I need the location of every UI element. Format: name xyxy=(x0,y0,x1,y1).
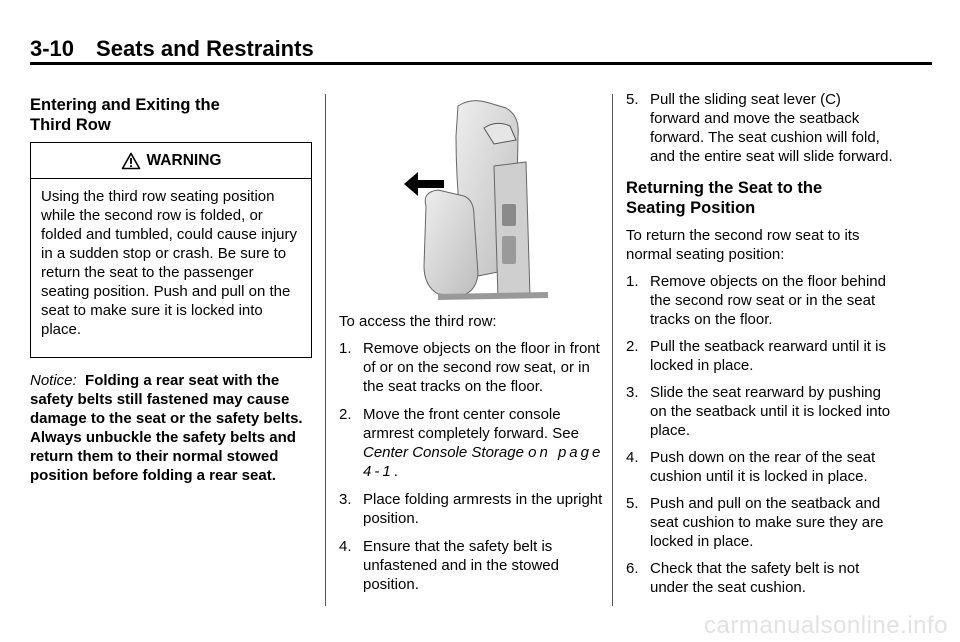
column-divider-1 xyxy=(325,94,326,606)
column-1-heading xyxy=(30,95,312,135)
heading-returning-line2: Seating Position xyxy=(626,199,756,217)
warning-header xyxy=(31,143,311,179)
cross-reference: Center Console Storage xyxy=(363,444,524,461)
notice-label: Notice: xyxy=(30,372,77,389)
access-intro: To access the third row: xyxy=(339,313,497,330)
notice-paragraph xyxy=(30,371,312,485)
heading-returning-line1: Returning the Seat to the xyxy=(626,179,823,197)
heading-entering-line1: Entering and Exiting the xyxy=(30,96,220,114)
list-item: 4. Push down on the rear of the seat cushion until it is locked in place. xyxy=(626,449,876,485)
list-item: 5. Push and pull on the seatback and seat cushion to make sure they are locked in place. xyxy=(626,495,884,550)
section-title: Seats and Restraints xyxy=(96,36,314,61)
warning-triangle-icon xyxy=(121,152,141,170)
list-item: 2. Pull the seatback rearward until it is locked in place. xyxy=(626,338,886,374)
list-item: 1. Remove objects on the floor in front of or on the second row seat, or in the seat tracks on the floor. xyxy=(339,340,600,395)
watermark: carmanualsonline.info xyxy=(704,612,948,639)
page-number: 3-10 xyxy=(30,36,75,61)
column-3-text xyxy=(626,90,894,597)
list-item: 1. Remove objects on the floor behind the second row seat or in the seat tracks on the floor. xyxy=(626,273,886,328)
list-item: 3. Place folding armrests in the upright position. xyxy=(339,491,603,527)
column-2-text xyxy=(339,312,605,594)
page-reference: on page 4-1 xyxy=(363,444,604,480)
warning-text: Using the third row seating position while the second row is folded, or folded and tumbled, could cause injury in a sudden stop or crash. Be sure to return the seat to the passenger seating position. Push and pull on the seat to make sure it is locked into place. xyxy=(41,188,297,338)
seat-illustration xyxy=(398,96,578,300)
column-divider-2 xyxy=(612,94,613,606)
list-item: 3. Slide the seat rearward by pushing on the seatback until it is locked into place. xyxy=(626,384,891,439)
return-intro: To return the second row seat to its normal seating position: xyxy=(626,227,860,263)
notice-text: Folding a rear seat with the safety belts still fastened may cause damage to the seat or the safety belts. Always unbuckle the safety belts and return them to their normal stowed position before folding a rear seat. xyxy=(30,372,303,484)
list-item: 6. Check that the safety belt is not under the seat cushion. xyxy=(626,560,860,596)
header-rule xyxy=(30,62,932,65)
page-header xyxy=(30,36,314,62)
warning-box xyxy=(30,142,312,358)
heading-entering-line2: Third Row xyxy=(30,116,111,134)
list-item: 2. Move the front center console armrest completely forward. See Center Console Storage on page 4-1. xyxy=(339,406,604,480)
list-item: 4. Ensure that the safety belt is unfastened and in the stowed position. xyxy=(339,538,559,593)
warning-title: WARNING xyxy=(146,151,222,169)
list-item: 5. Pull the sliding seat lever (C) forward and move the seatback forward. The seat cushion will fold, and the entire seat will slide forward. xyxy=(626,91,893,165)
